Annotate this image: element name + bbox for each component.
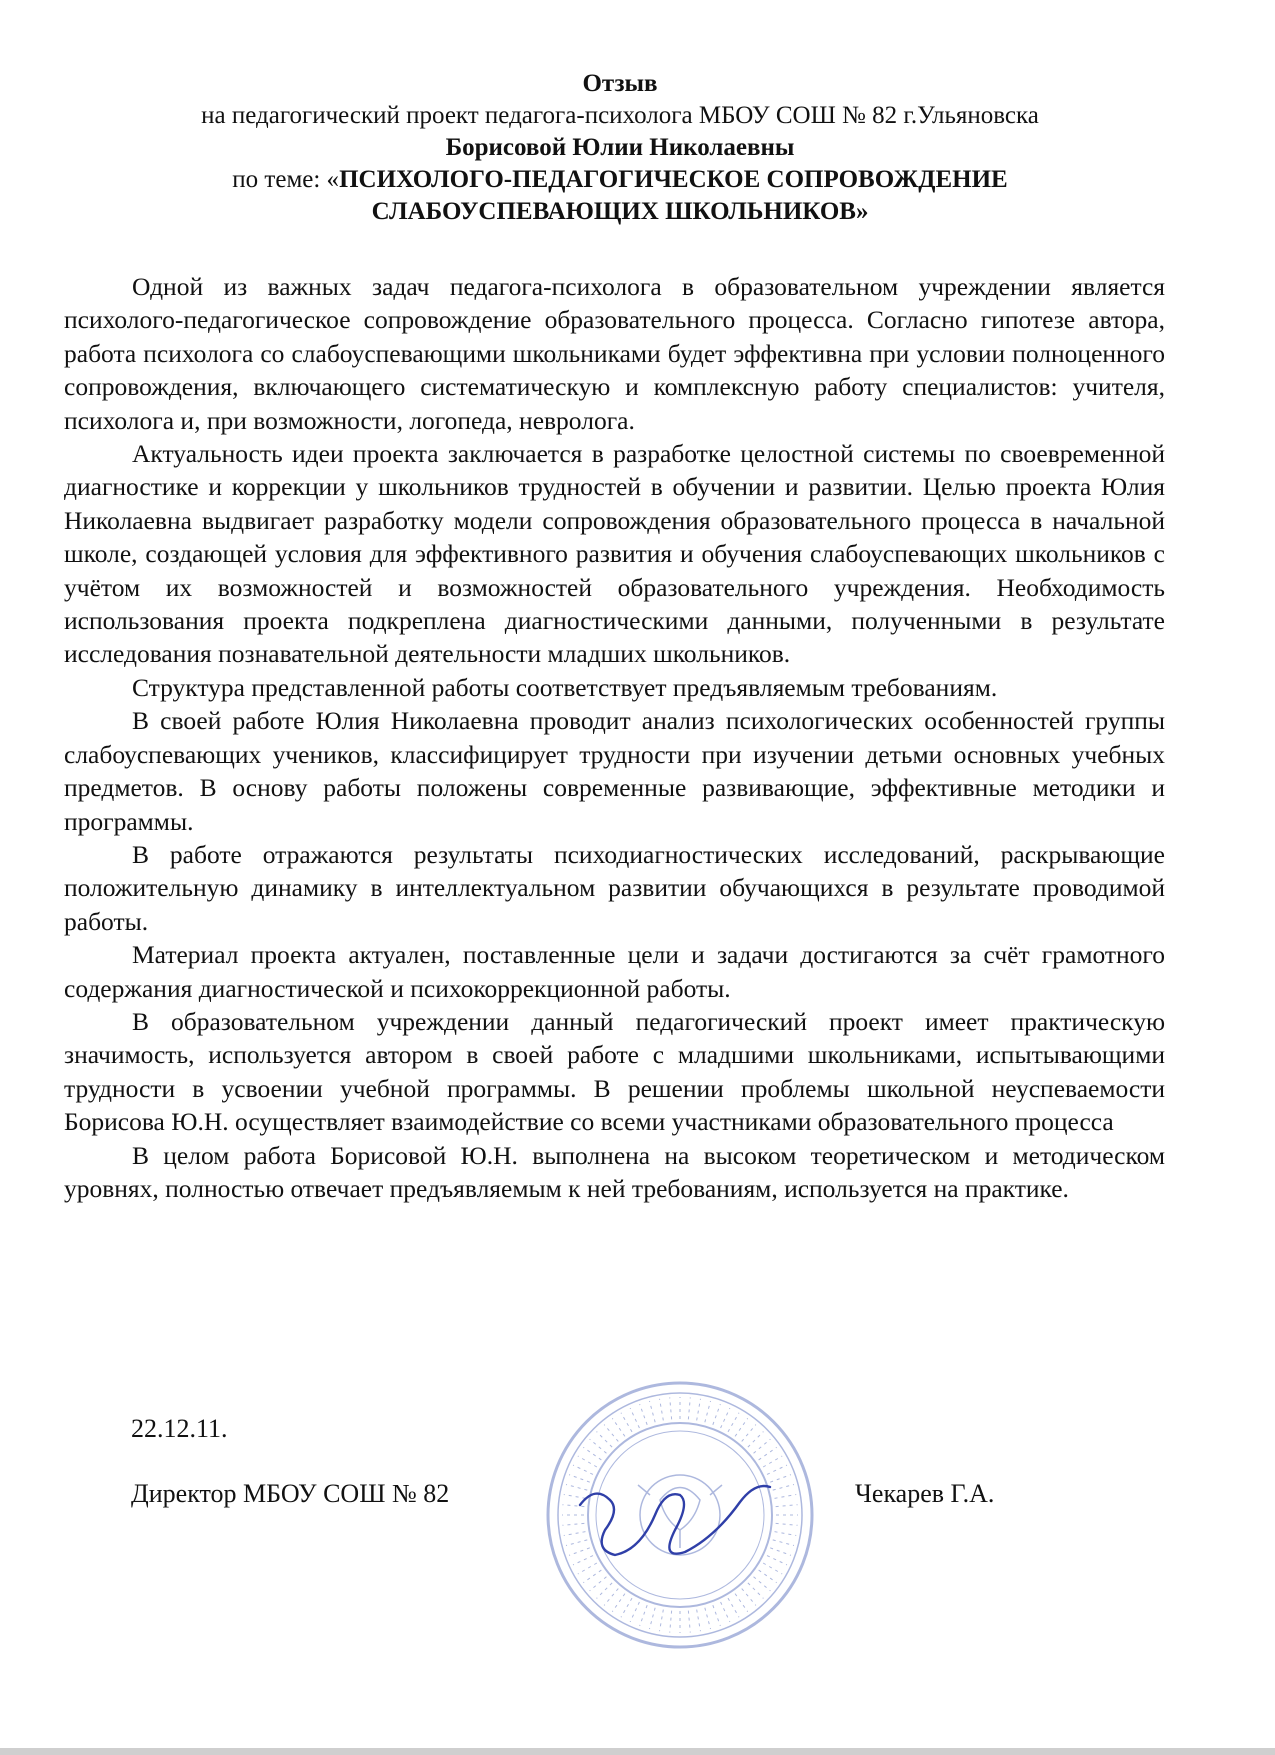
paragraph: Актуальность идеи проекта заключается в разработке целостной системы по своевременной диагностике и коррекции у школьников трудностей в обучении и развитии. Целью проекта Юлия Николаевна выдвигает разработку модели сопровождения образовательного процесса в начальной школе, создающей условия для эффективного развития и обучения слабоуспевающих школьников с учётом их возможностей и возможностей образовательного учреждения. Необходимость использования проекта подкреплена диагностическими данными, полученными в результате исследования познавательной деятельности младших школьников. [64, 439, 1165, 669]
paragraph: В своей работе Юлия Николаевна проводит анализ психологических особенностей группы слабоуспевающих учеников, классифицирует трудности при изучении детьми основных учебных предметов. В основу работы положены современные развивающие, эффективные методики и программы. [64, 706, 1165, 836]
paragraph: Структура представленной работы соответствует предъявляемым требованиям. [132, 672, 998, 702]
topic-prefix: по теме: « [232, 166, 340, 193]
document-date: 22.12.11. [131, 1414, 228, 1443]
paragraph: В работе отражаются результаты психодиагностических исследований, раскрывающие положительную динамику в интеллектуальном развитии обучающихся в результате проводимой работы. [64, 839, 1165, 936]
review-body [64, 270, 1165, 1205]
school-seal-icon [540, 1375, 820, 1655]
paragraph: Материал проекта актуален, поставленные цели и задачи достигаются за счёт грамотного содержания диагностической и психокоррекционной работы. [64, 940, 1165, 1003]
paragraph: Одной из важных задач педагога-психолога в образовательном учреждении является психолого-педагогическое сопровождение образовательного процесса. Согласно гипотезе автора, работа психолога со слабоуспевающими школьниками будет эффективна при условии полноценного сопровождения, включающего систематическую и комплексную работу специалистов: учителя, психолога и, при возможности, логопеда, невролога. [64, 272, 1165, 435]
document-header [70, 68, 1170, 228]
author-name: Борисовой Юлии Николаевны [445, 134, 795, 161]
document-subtitle: на педагогический проект педагога-психолога МБОУ СОШ № 82 г.Ульяновска [201, 102, 1039, 129]
scan-bottom-edge [0, 1748, 1275, 1755]
paragraph: В целом работа Борисовой Ю.Н. выполнена на высоком теоретическом и методическом уровнях, полностью отвечает предъявляемым к ней требованиям, используется на практике. [64, 1140, 1165, 1203]
signer-position: Директор МБОУ СОШ № 82 [131, 1479, 450, 1508]
topic-title-part-1: ПСИХОЛОГО-ПЕДАГОГИЧЕСКОЕ СОПРОВОЖДЕНИЕ [339, 166, 1008, 193]
paragraph: В образовательном учреждении данный педагогический проект имеет практическую значимость, используется автором в своей работе с младшими школьниками, испытывающими трудности в усвоении учебной программы. В решении проблемы школьной неуспеваемости Борисова Ю.Н. осуществляет взаимодействие со всеми участниками образовательного процесса [64, 1006, 1165, 1137]
signer-name: Чекарев Г.А. [855, 1479, 995, 1508]
document-title: Отзыв [582, 70, 658, 97]
topic-line-1 [70, 164, 1170, 196]
topic-title-part-2: СЛАБОУСПЕВАЮЩИХ ШКОЛЬНИКОВ» [371, 198, 869, 225]
